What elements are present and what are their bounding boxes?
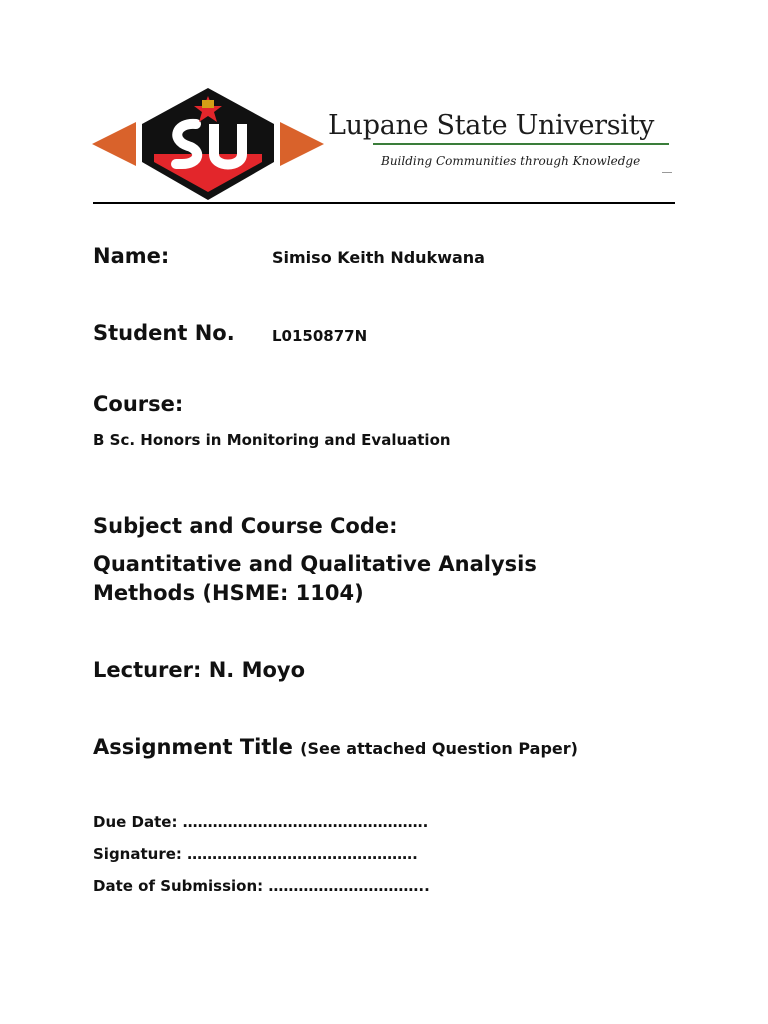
date-of-submission-line: Date of Submission: …………………………..: [93, 877, 430, 895]
subject-label: Subject and Course Code:: [93, 514, 398, 538]
header-divider: [93, 202, 675, 204]
name-label: Name:: [93, 244, 170, 268]
tagline-rule: [373, 143, 669, 145]
course-label: Course:: [93, 392, 184, 416]
subject-value-line2: Methods (HSME: 1104): [93, 581, 364, 605]
signature-line: Signature: ……………………………………….: [93, 845, 418, 863]
crest-bird: [202, 100, 214, 108]
due-date-line: Due Date: ………………………………………….: [93, 813, 429, 831]
assignment-title-line: [93, 735, 578, 759]
lecturer-line: Lecturer: N. Moyo: [93, 658, 306, 682]
assignment-title-label: Assignment Title: [93, 735, 293, 759]
name-value: Simiso Keith Ndukwana: [272, 248, 485, 267]
student-no-label: Student No.: [93, 321, 235, 345]
course-value: B Sc. Honors in Monitoring and Evaluation: [93, 431, 451, 449]
right-arrow-shape: [280, 122, 324, 166]
subject-value-line1: Quantitative and Qualitative Analysis: [93, 552, 537, 576]
assignment-title-note: (See attached Question Paper): [300, 739, 578, 758]
university-tagline: Building Communities through Knowledge: [381, 154, 641, 168]
university-name: Lupane State University: [328, 110, 655, 141]
student-no-value: L0150877N: [272, 327, 368, 345]
lsu-crest-icon: [92, 84, 324, 204]
tagline-dash: [662, 172, 672, 173]
left-arrow-shape: [92, 122, 136, 166]
